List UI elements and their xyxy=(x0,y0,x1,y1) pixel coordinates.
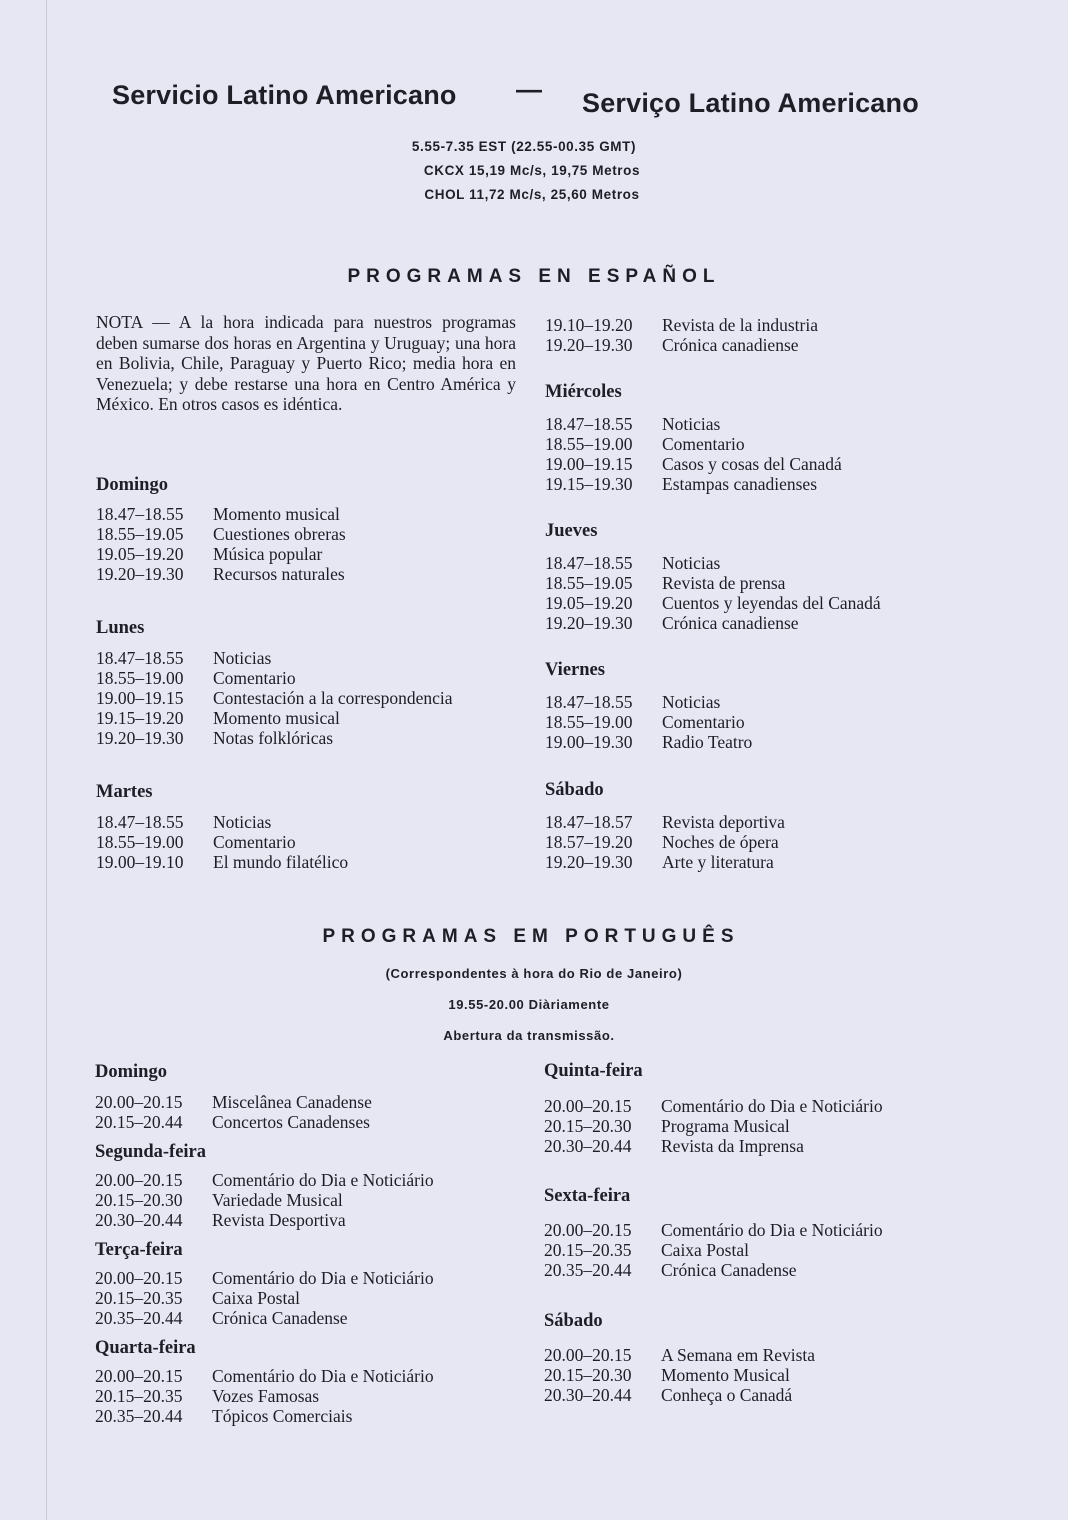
schedule-title: Comentario xyxy=(662,434,745,454)
schedule-time: 18.55–19.00 xyxy=(545,434,633,454)
schedule-time: 20.00–20.15 xyxy=(95,1268,183,1288)
schedule-title: Revista da Imprensa xyxy=(661,1136,804,1156)
schedule-row xyxy=(544,1096,883,1116)
schedule-time: 20.30–20.44 xyxy=(544,1136,632,1156)
schedule-title: Caixa Postal xyxy=(661,1240,749,1260)
schedule-title: Noticias xyxy=(213,812,272,832)
schedule-time: 20.15–20.35 xyxy=(95,1386,183,1406)
portuguese-subtitle: (Correspondentes à hora do Rio de Janeiro) xyxy=(385,966,683,981)
schedule-time: 20.00–20.15 xyxy=(95,1366,183,1386)
day-heading: Miércoles xyxy=(545,382,622,402)
schedule-time: 20.00–20.15 xyxy=(544,1345,632,1365)
schedule-list xyxy=(95,1268,434,1328)
schedule-list xyxy=(544,1345,815,1405)
schedule-time: 18.55–19.05 xyxy=(96,524,184,544)
schedule-list xyxy=(545,812,785,872)
title-dash: — xyxy=(516,74,542,104)
schedule-time: 20.15–20.35 xyxy=(95,1288,183,1308)
schedule-list xyxy=(545,414,842,494)
schedule-time: 18.47–18.57 xyxy=(545,812,633,832)
schedule-time: 18.55–19.05 xyxy=(545,573,633,593)
day-heading: Sexta-feira xyxy=(544,1186,631,1206)
schedule-time: 20.15–20.30 xyxy=(95,1190,183,1210)
schedule-row xyxy=(96,708,453,728)
schedule-row xyxy=(95,1308,434,1328)
schedule-time: 18.55–19.00 xyxy=(96,668,184,688)
schedule-title: Revista deportiva xyxy=(662,812,785,832)
schedule-time: 19.15–19.30 xyxy=(545,474,633,494)
schedule-title: Caixa Postal xyxy=(212,1288,300,1308)
schedule-time: 20.35–20.44 xyxy=(95,1406,183,1426)
schedule-time: 20.00–20.15 xyxy=(95,1170,183,1190)
day-heading: Sábado xyxy=(544,1311,603,1331)
schedule-title: Comentário do Dia e Noticiário xyxy=(212,1170,434,1190)
schedule-time: 20.30–20.44 xyxy=(544,1385,632,1405)
schedule-list xyxy=(96,648,453,748)
schedule-list xyxy=(95,1092,372,1132)
schedule-time: 20.15–20.30 xyxy=(544,1116,632,1136)
schedule-title: Arte y literatura xyxy=(662,852,774,872)
schedule-row xyxy=(545,812,785,832)
schedule-row xyxy=(96,688,453,708)
schedule-title: Programa Musical xyxy=(661,1116,790,1136)
schedule-title: Crónica canadiense xyxy=(662,335,799,355)
schedule-time: 19.20–19.30 xyxy=(96,728,184,748)
schedule-row xyxy=(96,812,348,832)
schedule-list xyxy=(545,553,881,633)
schedule-title: Cuestiones obreras xyxy=(213,524,346,544)
schedule-row xyxy=(95,1170,434,1190)
schedule-list xyxy=(95,1170,434,1230)
schedule-row xyxy=(544,1365,815,1385)
schedule-title: Momento musical xyxy=(213,504,340,524)
schedule-row xyxy=(544,1260,883,1280)
schedule-title: Comentario xyxy=(213,832,296,852)
day-heading: Terça-feira xyxy=(95,1240,183,1260)
schedule-row xyxy=(95,1366,434,1386)
portuguese-section-heading: PROGRAMAS EM PORTUGUÊS xyxy=(322,926,740,947)
schedule-title: Comentário do Dia e Noticiário xyxy=(661,1096,883,1116)
schedule-title: Recursos naturales xyxy=(213,564,345,584)
schedule-row xyxy=(95,1210,434,1230)
schedule-time: 19.15–19.20 xyxy=(96,708,184,728)
schedule-time: 19.00–19.15 xyxy=(545,454,633,474)
schedule-list xyxy=(96,504,346,584)
schedule-list xyxy=(96,812,348,872)
schedule-list xyxy=(545,315,818,355)
schedule-title: Noticias xyxy=(662,414,721,434)
schedule-title: Música popular xyxy=(213,544,323,564)
schedule-title: Contestación a la correspondencia xyxy=(213,688,453,708)
schedule-row xyxy=(545,692,752,712)
schedule-title: Crónica Canadense xyxy=(212,1308,348,1328)
day-heading: Sábado xyxy=(545,780,604,800)
day-heading: Domingo xyxy=(96,475,168,495)
schedule-title: Comentário do Dia e Noticiário xyxy=(661,1220,883,1240)
day-heading: Jueves xyxy=(545,521,598,541)
schedule-row xyxy=(96,564,346,584)
schedule-title: Concertos Canadenses xyxy=(212,1112,370,1132)
schedule-title: Notas folklóricas xyxy=(213,728,334,748)
frequency-chol: CHOL 11,72 Mc/s, 25,60 Metros xyxy=(424,187,640,202)
schedule-time: 20.00–20.15 xyxy=(95,1092,183,1112)
day-heading: Domingo xyxy=(95,1062,167,1082)
schedule-row xyxy=(544,1345,815,1365)
schedule-title: Vozes Famosas xyxy=(212,1386,320,1406)
schedule-title: Comentário do Dia e Noticiário xyxy=(212,1366,434,1386)
schedule-title: Comentário do Dia e Noticiário xyxy=(212,1268,434,1288)
schedule-time: 18.47–18.55 xyxy=(545,692,633,712)
schedule-time: 20.35–20.44 xyxy=(95,1308,183,1328)
spanish-note: NOTA — A la hora indicada para nuestros programas deben sumarse dos horas en Argentina y Uruguay; una hora en Bolivia, Chile, Paraguay y Puerto Rico; media hora en Venezuela; y debe restarse una hora en Centro América y México. En otros casos es idéntica. xyxy=(96,312,516,414)
title-portuguese: Serviço Latino Americano xyxy=(582,88,919,118)
schedule-list xyxy=(95,1366,434,1426)
schedule-title: Cuentos y leyendas del Canadá xyxy=(662,593,881,613)
schedule-title: Conheça o Canadá xyxy=(661,1385,793,1405)
schedule-time: 19.00–19.30 xyxy=(545,732,633,752)
schedule-title: Noches de ópera xyxy=(662,832,779,852)
frequency-ckcx: CKCX 15,19 Mc/s, 19,75 Metros xyxy=(423,163,641,178)
schedule-time: 18.55–19.00 xyxy=(545,712,633,732)
day-heading: Quinta-feira xyxy=(544,1061,643,1081)
schedule-list xyxy=(544,1220,883,1280)
spanish-section-heading: PROGRAMAS EN ESPAÑOL xyxy=(347,266,721,287)
title-spanish: Servicio Latino Americano xyxy=(112,80,457,110)
schedule-title: Momento musical xyxy=(213,708,340,728)
schedule-time: 19.20–19.30 xyxy=(545,852,633,872)
schedule-row xyxy=(544,1240,883,1260)
schedule-row xyxy=(545,454,842,474)
schedule-time: 19.20–19.30 xyxy=(545,613,633,633)
schedule-row xyxy=(95,1268,434,1288)
schedule-title: El mundo filatélico xyxy=(213,852,349,872)
schedule-title: Crónica Canadense xyxy=(661,1260,797,1280)
schedule-list xyxy=(544,1096,883,1156)
schedule-title: Comentario xyxy=(662,712,745,732)
schedule-time: 18.47–18.55 xyxy=(96,504,184,524)
schedule-time: 20.35–20.44 xyxy=(544,1260,632,1280)
portuguese-daily: 19.55-20.00 Diàriamente xyxy=(448,997,610,1012)
schedule-row xyxy=(545,474,842,494)
schedule-row xyxy=(545,434,842,454)
schedule-row xyxy=(96,852,348,872)
schedule-list xyxy=(545,692,752,752)
schedule-row xyxy=(96,544,346,564)
schedule-row xyxy=(545,553,881,573)
schedule-row xyxy=(545,712,752,732)
schedule-time: 19.05–19.20 xyxy=(96,544,184,564)
schedule-row xyxy=(545,414,842,434)
schedule-row xyxy=(545,852,785,872)
schedule-time: 19.00–19.15 xyxy=(96,688,184,708)
schedule-time: 18.55–19.00 xyxy=(96,832,184,852)
schedule-title: Variedade Musical xyxy=(212,1190,343,1210)
schedule-row xyxy=(545,335,818,355)
day-heading: Viernes xyxy=(545,660,605,680)
schedule-time: 20.15–20.44 xyxy=(95,1112,183,1132)
schedule-row xyxy=(545,732,752,752)
schedule-title: Revista Desportiva xyxy=(212,1210,346,1230)
schedule-row xyxy=(95,1406,434,1426)
schedule-title: Momento Musical xyxy=(661,1365,790,1385)
schedule-title: Crónica canadiense xyxy=(662,613,799,633)
schedule-row xyxy=(96,668,453,688)
schedule-title: Revista de prensa xyxy=(662,573,786,593)
schedule-time: 20.15–20.30 xyxy=(544,1365,632,1385)
schedule-time: 18.47–18.55 xyxy=(545,553,633,573)
schedule-row xyxy=(96,728,453,748)
portuguese-opening: Abertura da transmissão. xyxy=(443,1028,615,1043)
broadcast-time: 5.55-7.35 EST (22.55-00.35 GMT) xyxy=(411,139,637,154)
day-heading: Quarta-feira xyxy=(95,1338,196,1358)
schedule-title: Noticias xyxy=(662,553,721,573)
schedule-row xyxy=(544,1220,883,1240)
schedule-row xyxy=(545,613,881,633)
schedule-time: 18.47–18.55 xyxy=(96,812,184,832)
page-edge-line xyxy=(46,0,47,1520)
schedule-row xyxy=(96,832,348,852)
schedule-row xyxy=(545,593,881,613)
schedule-title: Tópicos Comerciais xyxy=(212,1406,353,1426)
schedule-row xyxy=(95,1092,372,1112)
schedule-time: 19.20–19.30 xyxy=(96,564,184,584)
schedule-title: A Semana em Revista xyxy=(661,1345,816,1365)
schedule-row xyxy=(96,648,453,668)
day-heading: Segunda-feira xyxy=(95,1142,206,1162)
schedule-row xyxy=(95,1112,372,1132)
schedule-time: 19.10–19.20 xyxy=(545,315,633,335)
schedule-title: Revista de la industria xyxy=(662,315,819,335)
schedule-title: Noticias xyxy=(662,692,721,712)
schedule-time: 18.47–18.55 xyxy=(96,648,184,668)
schedule-row xyxy=(95,1190,434,1210)
schedule-row xyxy=(545,573,881,593)
schedule-time: 20.30–20.44 xyxy=(95,1210,183,1230)
schedule-row xyxy=(544,1385,815,1405)
schedule-title: Noticias xyxy=(213,648,272,668)
schedule-time: 19.20–19.30 xyxy=(545,335,633,355)
schedule-time: 20.00–20.15 xyxy=(544,1220,632,1240)
schedule-title: Casos y cosas del Canadá xyxy=(662,454,842,474)
schedule-row xyxy=(95,1386,434,1406)
schedule-title: Comentario xyxy=(213,668,296,688)
schedule-row xyxy=(545,315,818,335)
schedule-row xyxy=(95,1288,434,1308)
schedule-time: 19.00–19.10 xyxy=(96,852,184,872)
day-heading: Lunes xyxy=(96,618,145,638)
schedule-time: 20.00–20.15 xyxy=(544,1096,632,1116)
schedule-time: 19.05–19.20 xyxy=(545,593,633,613)
schedule-time: 20.15–20.35 xyxy=(544,1240,632,1260)
schedule-time: 18.57–19.20 xyxy=(545,832,633,852)
schedule-title: Radio Teatro xyxy=(662,732,753,752)
day-heading: Martes xyxy=(96,782,153,802)
schedule-row xyxy=(96,524,346,544)
schedule-row xyxy=(544,1116,883,1136)
schedule-row xyxy=(545,832,785,852)
schedule-title: Miscelânea Canadense xyxy=(212,1092,372,1112)
schedule-time: 18.47–18.55 xyxy=(545,414,633,434)
schedule-title: Estampas canadienses xyxy=(662,474,818,494)
schedule-row xyxy=(96,504,346,524)
schedule-row xyxy=(544,1136,883,1156)
